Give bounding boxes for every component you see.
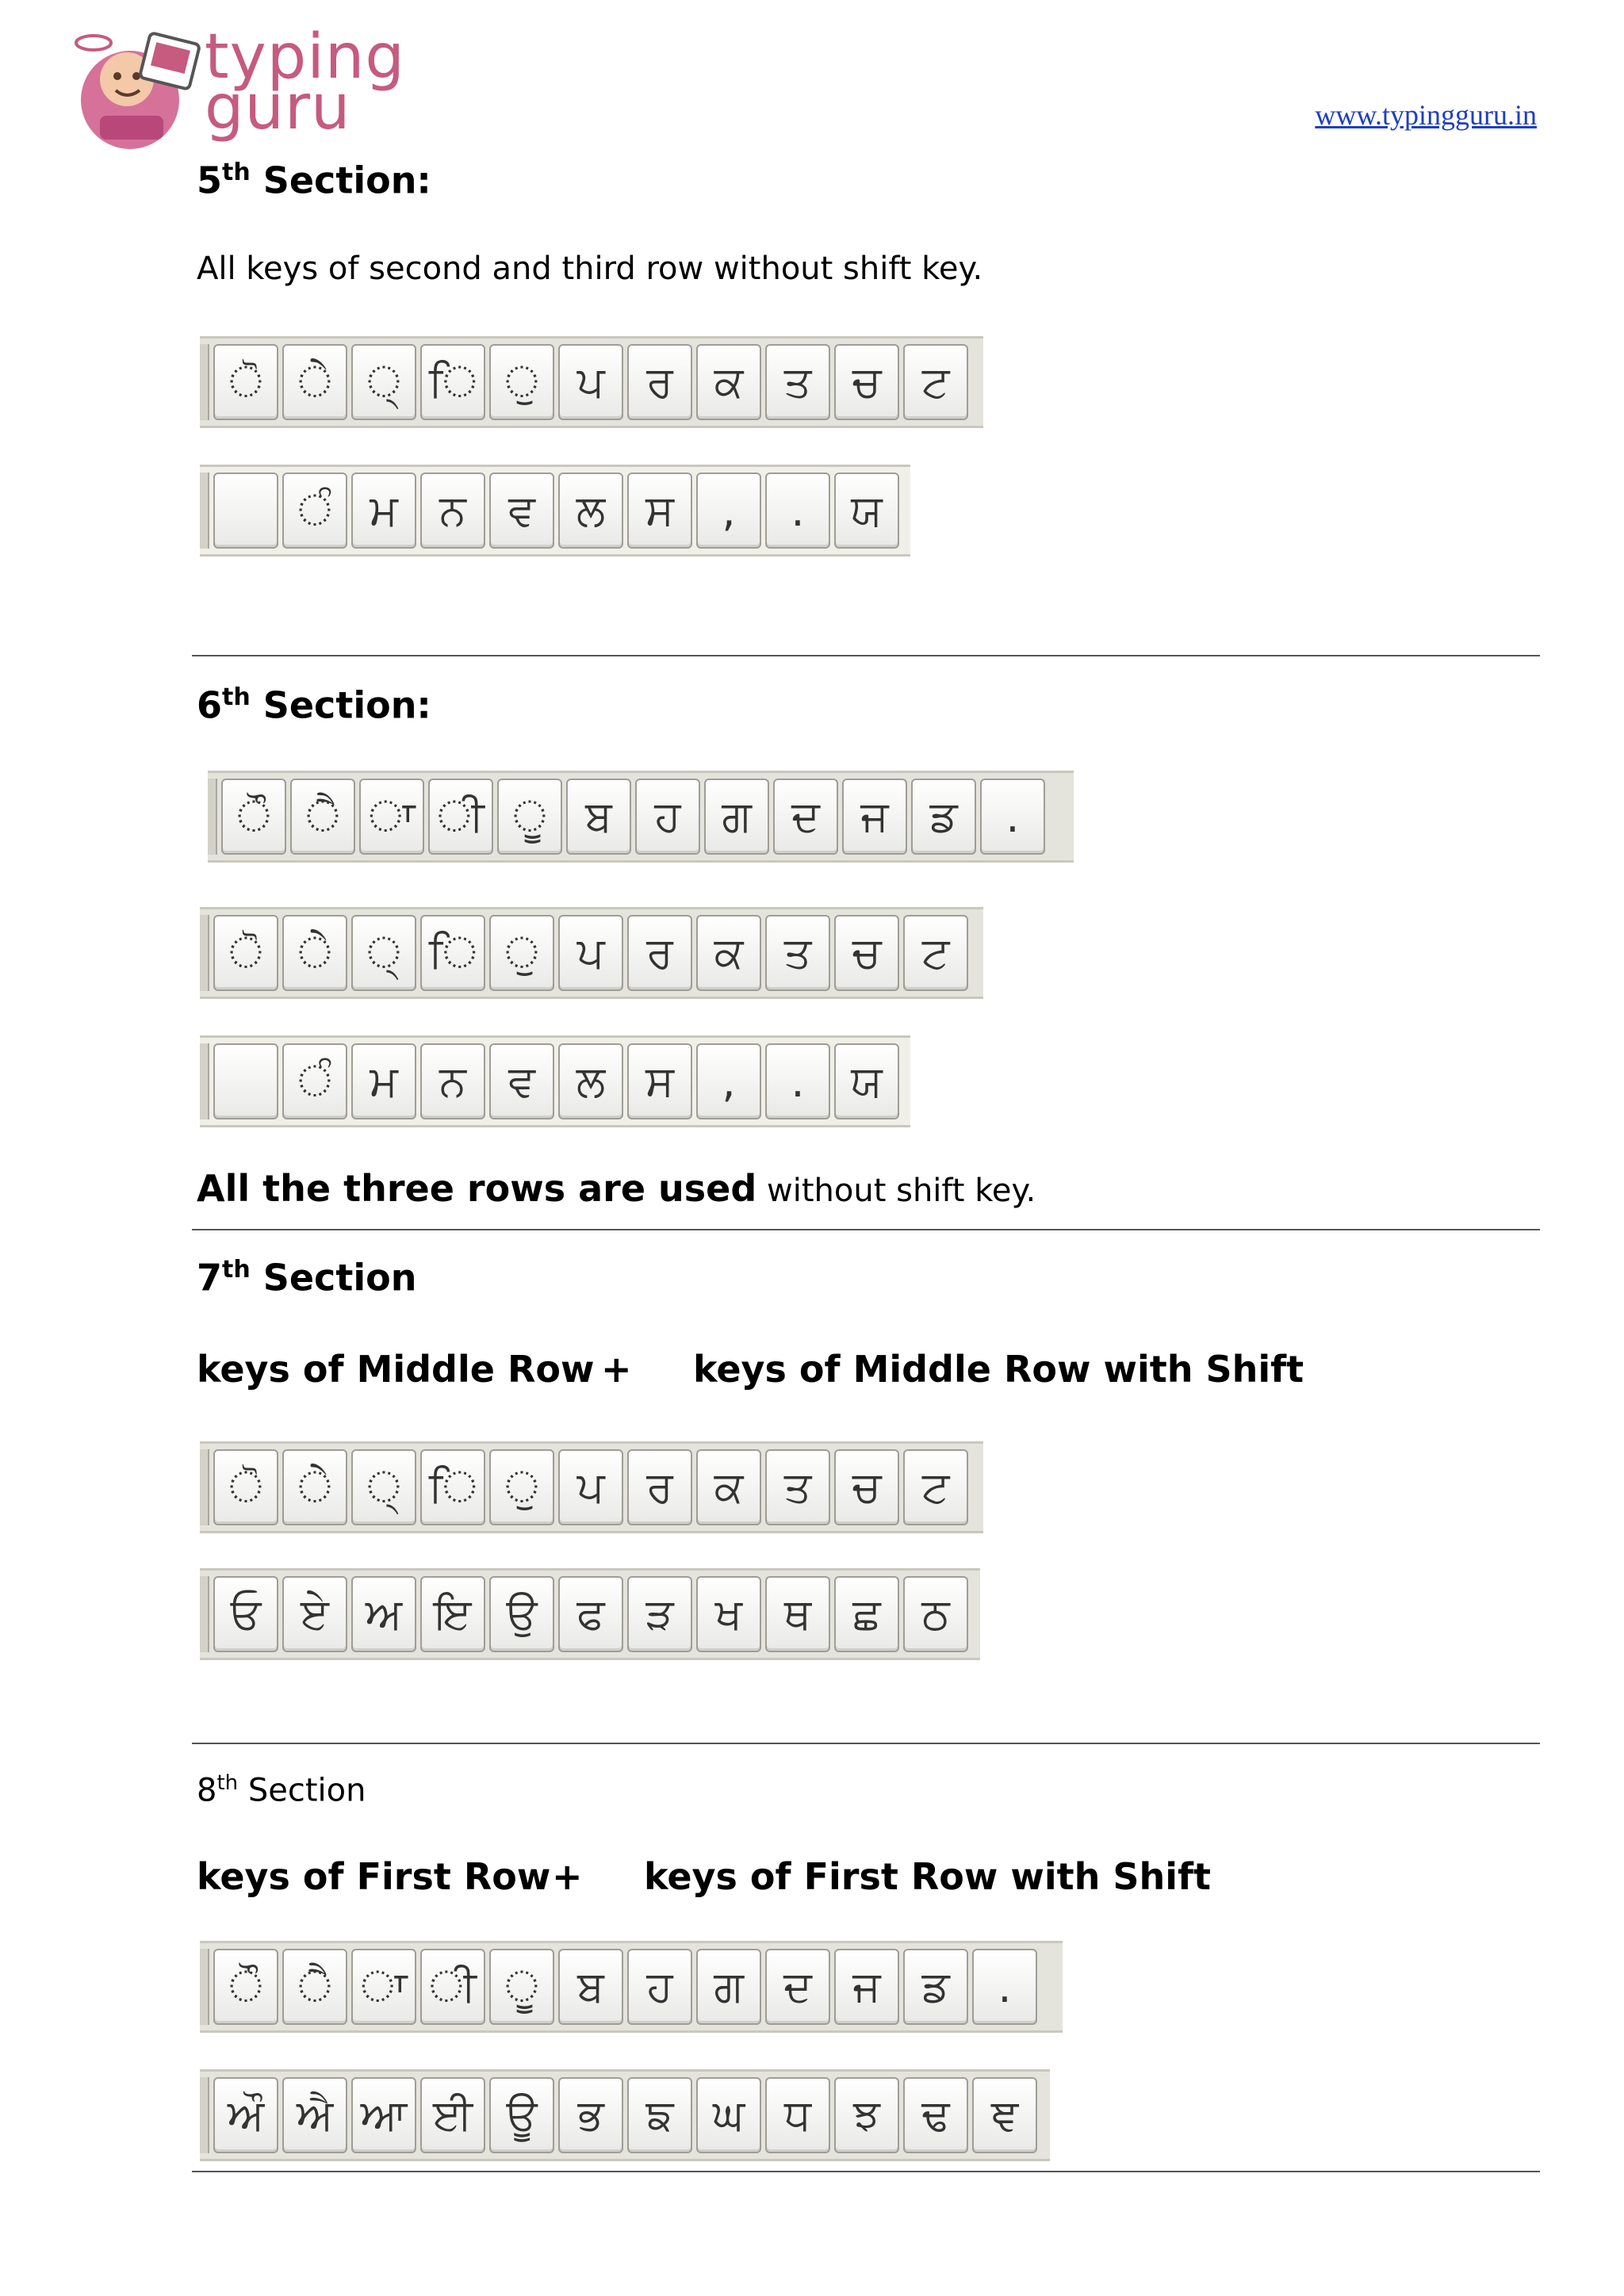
section8-left-label: keys of First Row [197,1855,551,1898]
keyboard-key: ਰ [627,1449,692,1525]
keyboard-key: ਬ [566,779,631,855]
section7-superscript: th [222,1256,251,1284]
section7-heading [197,1256,416,1299]
keyboard-key: ਛ [834,1576,899,1652]
section8-number: 8 [197,1772,217,1809]
keyboard-key: ਰ [627,915,692,991]
keyboard-key: , [696,1043,761,1119]
keyboard-edge [200,915,209,991]
keyboard-key: ਆ [351,2077,416,2153]
section8-superscript: th [216,1771,239,1795]
section8-title: Section [238,1772,366,1809]
keyboard-key: ਈ [420,2077,485,2153]
section7-left-label: keys of Middle Row [197,1348,595,1391]
keyboard-key: ੇ [282,915,347,991]
keyboard-edge [200,1576,209,1652]
section6-note [197,1167,1036,1210]
keyboard-key: ਖ [696,1576,761,1652]
keyboard-strip [200,1568,980,1660]
section7-plus: + [601,1348,632,1391]
keyboard-key: ਚ [834,1449,899,1525]
section6-title: Section: [250,683,431,727]
keyboard-key: ਤ [765,915,830,991]
keyboard-key: ੰ [282,473,347,549]
keyboard-edge [200,344,209,420]
keyboard-key: ਸ [627,473,692,549]
keyboard-key: ਭ [558,2077,623,2153]
keyboard-key: ਹ [627,1949,692,2025]
keyboard-key: ਾ [359,779,424,855]
section6-heading [197,683,431,726]
keyboard-key: ਿ [420,1449,485,1525]
keyboard-key: ੂ [497,779,562,855]
section5-heading [197,159,431,201]
keyboard-key: ੋ [213,915,278,991]
keyboard-key: ਬ [558,1949,623,2025]
keyboard-key: ਦ [773,779,838,855]
keyboard-key: ਡ [911,779,976,855]
section8-plus: + [552,1855,583,1898]
keyboard-key: ਲ [558,473,623,549]
keyboard-key: ਕ [696,344,761,420]
section8-heading [197,1771,366,1808]
keyboard-key: ਐ [282,2077,347,2153]
keyboard-key: ਿ [420,915,485,991]
keyboard-key: ੍ [351,1449,416,1525]
website-link[interactable]: www.typingguru.in [1315,99,1537,131]
keyboard-key: ਟ [903,344,968,420]
keyboard-key: ੀ [428,779,493,855]
keyboard-key: . [980,779,1045,855]
keyboard-key: ਊ [489,2077,554,2153]
keyboard-key: ੌ [213,1949,278,2025]
section-divider [192,1743,1540,1744]
keyboard-key: ੍ [351,915,416,991]
keyboard-key: ਟ [903,915,968,991]
keyboard-edge [208,779,217,855]
section6-number: 6 [197,683,223,727]
keyboard-edge [200,2077,209,2153]
keyboard-key: ਠ [903,1576,968,1652]
keyboard-key: ਥ [765,1576,830,1652]
keyboard-strip [200,336,983,428]
section-divider [192,655,1540,656]
section-divider [192,2171,1540,2172]
keyboard-key: ਙ [627,2077,692,2153]
keyboard-key: ਗ [704,779,769,855]
keyboard-key: ਿ [420,344,485,420]
keyboard-key: ੇ [282,344,347,420]
section7-right-label: keys of Middle Row with Shift [693,1348,1304,1391]
keyboard-edge [200,1449,209,1525]
section-divider [192,1229,1540,1230]
keyboard-key: ੋ [213,1449,278,1525]
keyboard-key: ਟ [903,1449,968,1525]
keyboard-key: ਉ [489,1576,554,1652]
keyboard-key: ੌ [221,779,286,855]
keyboard-key: ਰ [627,344,692,420]
section6-note-bold: All the three rows are used [197,1167,757,1210]
keyboard-key: ਞ [972,2077,1037,2153]
keyboard-key: ਯ [834,1043,899,1119]
keyboard-key: ੰ [282,1043,347,1119]
keyboard-key: ੈ [282,1949,347,2025]
keyboard-key: ੂ [489,1949,554,2025]
keyboard-key: ੋ [213,344,278,420]
keyboard-key: ਝ [834,2077,899,2153]
keyboard-key: ੁ [489,915,554,991]
keyboard-key: ਇ [420,1576,485,1652]
keyboard-key: ਾ [351,1949,416,2025]
keyboard-strip [200,1441,983,1533]
keyboard-key: ਵ [489,1043,554,1119]
keyboard-key: ਤ [765,344,830,420]
keyboard-key: ੁ [489,344,554,420]
keyboard-edge [200,1043,209,1119]
keyboard-key: , [696,473,761,549]
keyboard-strip [208,771,1074,863]
keyboard-key: ਮ [351,473,416,549]
keyboard-strip [200,465,910,557]
keyboard-key: ਡ [903,1949,968,2025]
keyboard-key: ਦ [765,1949,830,2025]
keyboard-key: . [765,1043,830,1119]
keyboard-key: ੍ [351,344,416,420]
section6-superscript: th [222,683,251,711]
keyboard-key: ਤ [765,1449,830,1525]
keyboard-key: ੁ [489,1449,554,1525]
section5-superscript: th [222,159,251,186]
keyboard-key: ਪ [558,915,623,991]
keyboard-key: ੇ [282,1449,347,1525]
keyboard-key: ਓ [213,1576,278,1652]
keyboard-key: ਫ [558,1576,623,1652]
keyboard-edge [200,1949,209,2025]
keyboard-key: ਧ [765,2077,830,2153]
keyboard-key: ਕ [696,1449,761,1525]
keyboard-key: ਕ [696,915,761,991]
section5-description: All keys of second and third row without shift key. [197,251,983,287]
keyboard-key: ੀ [420,1949,485,2025]
keyboard-key: ੜ [627,1576,692,1652]
logo-text-guru: guru [205,72,351,144]
keyboard-key: ਹ [635,779,700,855]
keyboard-key: ਜ [834,1949,899,2025]
keyboard-key: ਚ [834,915,899,991]
section5-title: Section: [250,159,431,202]
keyboard-key: ੈ [290,779,355,855]
keyboard-key: ਅ [351,1576,416,1652]
keyboard-key: ਯ [834,473,899,549]
keyboard-key: ਏ [282,1576,347,1652]
keyboard-key: ਜ [842,779,907,855]
keyboard-key: ਚ [834,344,899,420]
keyboard-key: ਪ [558,344,623,420]
keyboard-key: ਘ [696,2077,761,2153]
keyboard-key: ਗ [696,1949,761,2025]
section7-number: 7 [197,1256,223,1299]
section6-note-rest: without shift key. [756,1173,1036,1209]
keyboard-key: ਔ [213,2077,278,2153]
keyboard-key: ਢ [903,2077,968,2153]
keyboard-key: ਪ [558,1449,623,1525]
keyboard-key: ਨ [420,473,485,549]
keyboard-key: . [765,473,830,549]
keyboard-key: ਸ [627,1043,692,1119]
keyboard-strip [200,907,983,999]
section5-number: 5 [197,159,223,202]
keyboard-key: ਲ [558,1043,623,1119]
keyboard-key: ਵ [489,473,554,549]
keyboard-key: ਨ [420,1043,485,1119]
keyboard-key [213,1043,278,1119]
keyboard-strip [200,2069,1050,2161]
logo-wordmark [205,21,405,144]
keyboard-strip [200,1941,1063,2033]
section7-title: Section [250,1256,417,1299]
keyboard-strip [200,1035,910,1127]
logo-text-typing: typing [205,21,405,93]
keyboard-key: ਮ [351,1043,416,1119]
section8-right-label: keys of First Row with Shift [644,1855,1212,1898]
keyboard-key: . [972,1949,1037,2025]
keyboard-edge [200,473,209,549]
keyboard-key [213,473,278,549]
